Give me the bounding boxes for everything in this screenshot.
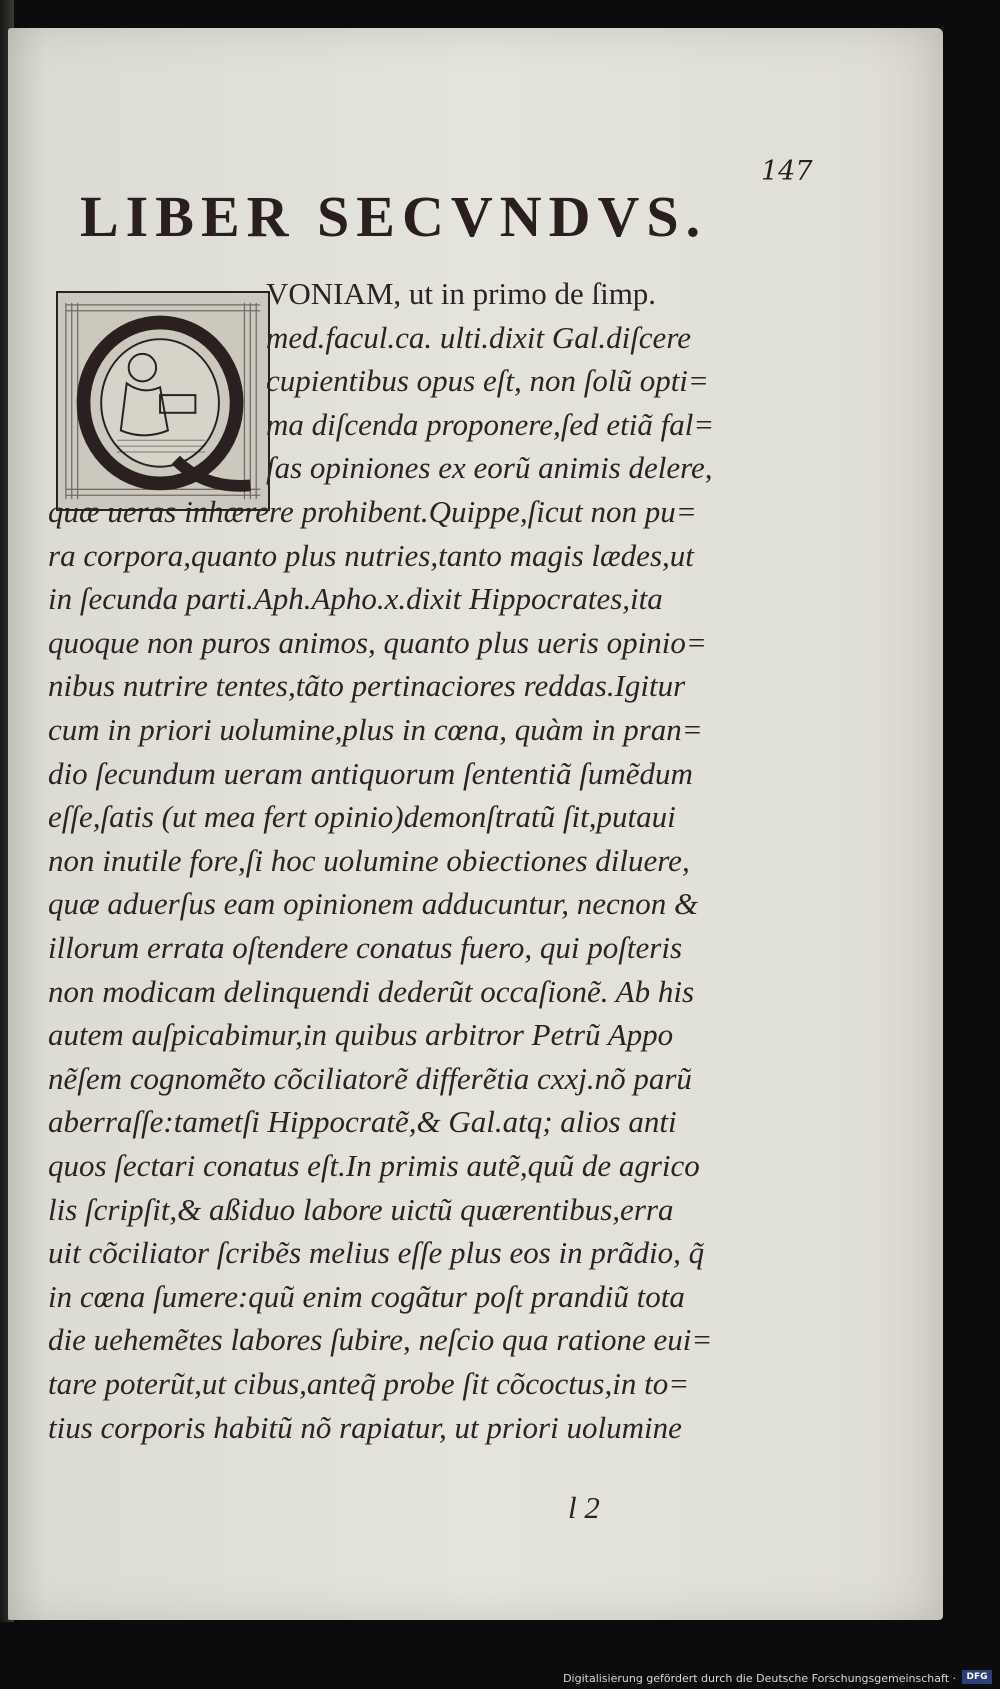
text-line: quoque non puros animos, quanto plus ueris opinio=	[48, 625, 707, 660]
digitization-credit: Digitalisierung gefördert durch die Deutsche Forschungsgemeinschaft ·	[563, 1672, 956, 1685]
text-line: in cœna ſumere:quũ enim cogãtur poſt prandiũ tota	[48, 1279, 685, 1314]
book-page	[8, 28, 943, 1620]
text-line: med.facul.ca. ulti.dixit Gal.diſcere	[266, 320, 691, 355]
text-line: die uehemẽtes labores ſubire, neſcio qua ratione eui=	[48, 1322, 713, 1357]
text-line: non inutile fore,ſi hoc uolumine obiectiones diluere,	[48, 843, 690, 878]
text-line: ra corpora,quanto plus nutries,tanto magis lædes,ut	[48, 538, 694, 573]
signature-mark: l 2	[568, 1490, 600, 1525]
text-line: lis ſcripſit,& aßiduo labore uictũ quærentibus,erra	[48, 1192, 674, 1227]
chapter-heading: LIBER SECVNDVS.	[80, 184, 708, 249]
text-line: cupientibus opus eſt, non ſolũ opti=	[266, 363, 709, 398]
text-line: in ſecunda parti.Aph.Apho.x.dixit Hippocrates,ita	[48, 581, 663, 616]
text-line: quæ ueras inhærere prohibent.Quippe,ſicut non pu=	[48, 494, 697, 529]
text-line: ma diſcenda proponere,ſed etiã fal=	[266, 407, 715, 442]
text-line: uit cõciliator ſcribẽs melius eſſe plus eos in prãdio, q̃	[48, 1235, 705, 1270]
decorated-initial	[56, 291, 270, 511]
dfg-logo-icon: DFG	[962, 1670, 992, 1684]
text-line: ſas opiniones ex eorũ animis delere,	[266, 450, 713, 485]
text-line: non modicam delinquendi dederũt occaſionẽ. Ab his	[48, 974, 695, 1009]
text-line: tare poterũt,ut cibus,anteq̃ probe ſit cõcoctus,in to=	[48, 1366, 690, 1401]
initial-q-woodcut-icon	[58, 293, 268, 509]
text-line: VONIAM, ut in primo de ſimp.	[266, 276, 657, 311]
text-line: aberraſſe:tametſi Hippocratẽ,& Gal.atq; alios anti	[48, 1104, 677, 1139]
page-number: 147	[761, 156, 813, 187]
text-line: eſſe,ſatis (ut mea fert opinio)demonſtratũ ſit,putaui	[48, 799, 676, 834]
text-line: dio ſecundum ueram antiquorum ſententiã ſumẽdum	[48, 756, 693, 791]
text-line: illorum errata oſtendere conatus fuero, qui poſteris	[48, 930, 683, 965]
text-line: quæ aduerſus eam opinionem adducuntur, necnon &	[48, 886, 699, 921]
text-line: cum in priori uolumine,plus in cœna, quàm in pran=	[48, 712, 703, 747]
text-line: tius corporis habitũ nõ rapiatur, ut priori uolumine	[48, 1410, 682, 1445]
text-line: autem auſpicabimur,in quibus arbitror Petrũ Appo	[48, 1017, 674, 1052]
text-line: nibus nutrire tentes,tãto pertinaciores reddas.Igitur	[48, 668, 686, 703]
text-line: quos ſectari conatus eſt.In primis autẽ,quũ de agrico	[48, 1148, 700, 1183]
text-line: nẽſem cognomẽto cõciliatorẽ differẽtia cxxj.nõ parũ	[48, 1061, 692, 1096]
